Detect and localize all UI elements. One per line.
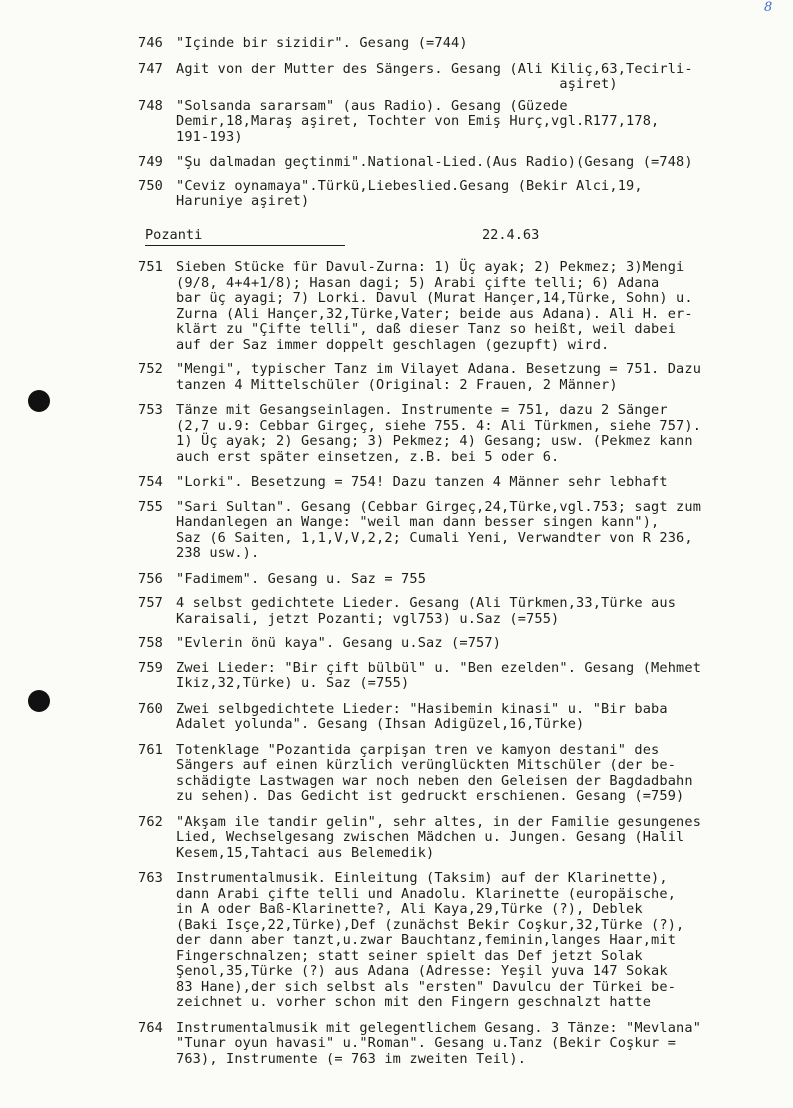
entry-number: 761 (138, 741, 164, 758)
entry-748 (138, 99, 793, 146)
entry-759 (138, 661, 793, 692)
entry-text: "Şu dalmadan geçtinmi".National-Lied.(Aus Radio)(Gesang (=748) (176, 154, 693, 170)
entry-760 (138, 702, 793, 733)
entry-text: Agit von der Mutter des Sängers. Gesang (Ali Kiliç,63,Tecirli- aşiret) (176, 60, 693, 92)
entry-746 (138, 36, 793, 52)
entry-753 (138, 403, 793, 465)
entry-text: "Sari Sultan". Gesang (Cebbar Girgeç,24,Türke,vgl.753; sagt zum Handanlegen an Wange: "weil man dann besser singen kann"), Saz (6 Saiten, 1,1,V,V,2,2; Cumali Yeni, Verwandter von R 236, 238 usw.). (176, 498, 702, 561)
entry-text: "Mengi", typischer Tanz im Vilayet Adana. Besetzung = 751. Dazu tanzen 4 Mittelschüler (Original: 2 Frauen, 2 Männer) (176, 361, 702, 393)
entry-text: Sieben Stücke für Davul-Zurna: 1) Üç ayak; 2) Pekmez; 3)Mengi (9/8, 4+4+1/8); Hasan dagi; 5) Arabi çifte telli; 6) Adana bar üç ayagi; 7) Lorki. Davul (Murat Hançer,14,Türke, Sohn) u. Zurna (Ali Hançer,32,Türke,Vater; beide aus Adana). Ali H. er- klärt zu "Çifte telli", daß dieser Tanz so heißt, weil dabei auf der Saz immer doppelt geschlagen (gezupft) wird. (176, 259, 693, 353)
entry-number: 755 (138, 498, 164, 515)
entries-before-section (138, 36, 793, 210)
entry-754 (138, 475, 793, 491)
entry-number: 747 (138, 60, 164, 77)
entry-752 (138, 362, 793, 393)
punch-hole (28, 390, 50, 412)
entry-number: 749 (138, 154, 164, 170)
entry-number: 756 (138, 570, 164, 587)
punch-hole (28, 690, 50, 712)
entry-number: 762 (138, 813, 164, 830)
entry-text: Instrumentalmusik. Einleitung (Taksim) auf der Klarinette), dann Arabi çifte telli und Anadolu. Klarinette (europäische, in A oder Baß-Klarinette?, Ali Kaya,29,Türke (?), Deblek (Baki Isçe,22,Türke),Def (zunächst Bekir Coşkur,32,Türke (?), der dann aber tanzt,u.zwar Bauchtanz,feminin,langes Haar,mit Fingerschnalzen; statt seiner spielt das Def jetzt Solak Şenol,35,Türke (?) aus Adana (Adresse: Yeşil yuva 147 Sokak 83 Hane),der sich selbst als "ersten" Davulcu der Türkei be- zeichnet u. vorher schon mit den Fingern geschnalzt hatte (176, 870, 685, 1010)
entry-757 (138, 596, 793, 627)
entry-747 (138, 62, 793, 93)
entry-number: 750 (138, 177, 164, 194)
entry-text: Zwei Lieder: "Bir çift bülbül" u. "Ben ezelden". Gesang (Mehmet Ikiz,32,Türke) u. Saz (=755) (176, 659, 702, 691)
entry-number: 757 (138, 595, 164, 611)
entry-text: "Evlerin önü kaya". Gesang u.Saz (=757) (176, 635, 502, 651)
entry-763 (138, 871, 793, 1011)
entry-762 (138, 815, 793, 862)
entry-text: "Fadimem". Gesang u. Saz = 755 (176, 570, 427, 587)
entry-number: 746 (138, 35, 164, 51)
entry-number: 763 (138, 870, 164, 886)
entry-text: "Solsanda sararsam" (aus Radio). Gesang (Güzede Demir,18,Maraş aşiret, Tochter von Emiş Hurç,vgl.R177,178, 191-193) (176, 97, 660, 145)
entry-749 (138, 155, 793, 171)
entry-list (138, 36, 793, 1067)
entry-750 (138, 179, 793, 210)
entry-text: "Akşam ile tandir gelin", sehr altes, in der Familie gesungenes Lied, Wechselgesang zwischen Mädchen u. Jungen. Gesang (Halil Kesem,15,Tahtaci aus Belemedik) (176, 813, 702, 861)
entry-text: Totenklage "Pozantida çarpişan tren ve kamyon destani" des Sängers auf einen kürzlich verünglückten Mitschüler (der be- schädigte Lastwagen war noch neben den Geleisen der Bagdadbahn zu sehen). Das Gedicht ist gedruckt erschienen. Gesang (=759) (176, 741, 693, 804)
entry-number: 759 (138, 659, 164, 676)
section-header (145, 228, 793, 247)
page-number: 8 (764, 0, 773, 15)
entry-number: 751 (138, 259, 164, 275)
entry-number: 764 (138, 1019, 164, 1036)
entry-text: "Lorki". Besetzung = 754! Dazu tanzen 4 Männer sehr lebhaft (176, 474, 668, 490)
section-date: 22.4.63 (482, 226, 540, 243)
entry-756 (138, 572, 793, 588)
entry-764 (138, 1021, 793, 1068)
entry-number: 753 (138, 402, 164, 418)
entry-755 (138, 500, 793, 562)
entry-751 (138, 260, 793, 353)
section-title: Pozanti (145, 228, 345, 247)
entry-758 (138, 636, 793, 652)
entry-number: 752 (138, 361, 164, 377)
entry-text: Instrumentalmusik mit gelegentlichem Gesang. 3 Tänze: "Mevlana" "Tunar oyun havasi" u."Roman". Gesang u.Tanz (Bekir Coşkur = 763), Instrumente (= 763 im zweiten Teil). (176, 1019, 702, 1067)
entry-text: Zwei selbgedichtete Lieder: "Hasibemin kinasi" u. "Bir baba Adalet yolunda". Gesang (Ihsan Adigüzel,16,Türke) (176, 700, 668, 732)
entry-761 (138, 743, 793, 805)
entry-number: 754 (138, 474, 164, 490)
entry-number: 760 (138, 700, 164, 717)
entry-text: "Içinde bir sizidir". Gesang (=744) (176, 35, 468, 51)
entry-number: 758 (138, 635, 164, 651)
entry-number: 748 (138, 97, 164, 114)
entry-text: 4 selbst gedichtete Lieder. Gesang (Ali Türkmen,33,Türke aus Karaisali, jetzt Pozanti; vgl753) u.Saz (=755) (176, 595, 677, 627)
entry-text: "Ceviz oynamaya".Türkü,Liebeslied.Gesang (Bekir Alci,19, Haruniye aşiret) (176, 177, 643, 209)
entry-text: Tänze mit Gesangseinlagen. Instrumente = 751, dazu 2 Sänger (2,7 u.9: Cebbar Girgeç, siehe 755. 4: Ali Türkmen, siehe 757). 1) Üç ayak; 2) Gesang; 3) Pekmez; 4) Gesang; usw. (Pekmez kann auch erst später einsetzen, z.B. bei 5 oder 6. (176, 402, 702, 465)
entries-after-section (138, 260, 793, 1067)
